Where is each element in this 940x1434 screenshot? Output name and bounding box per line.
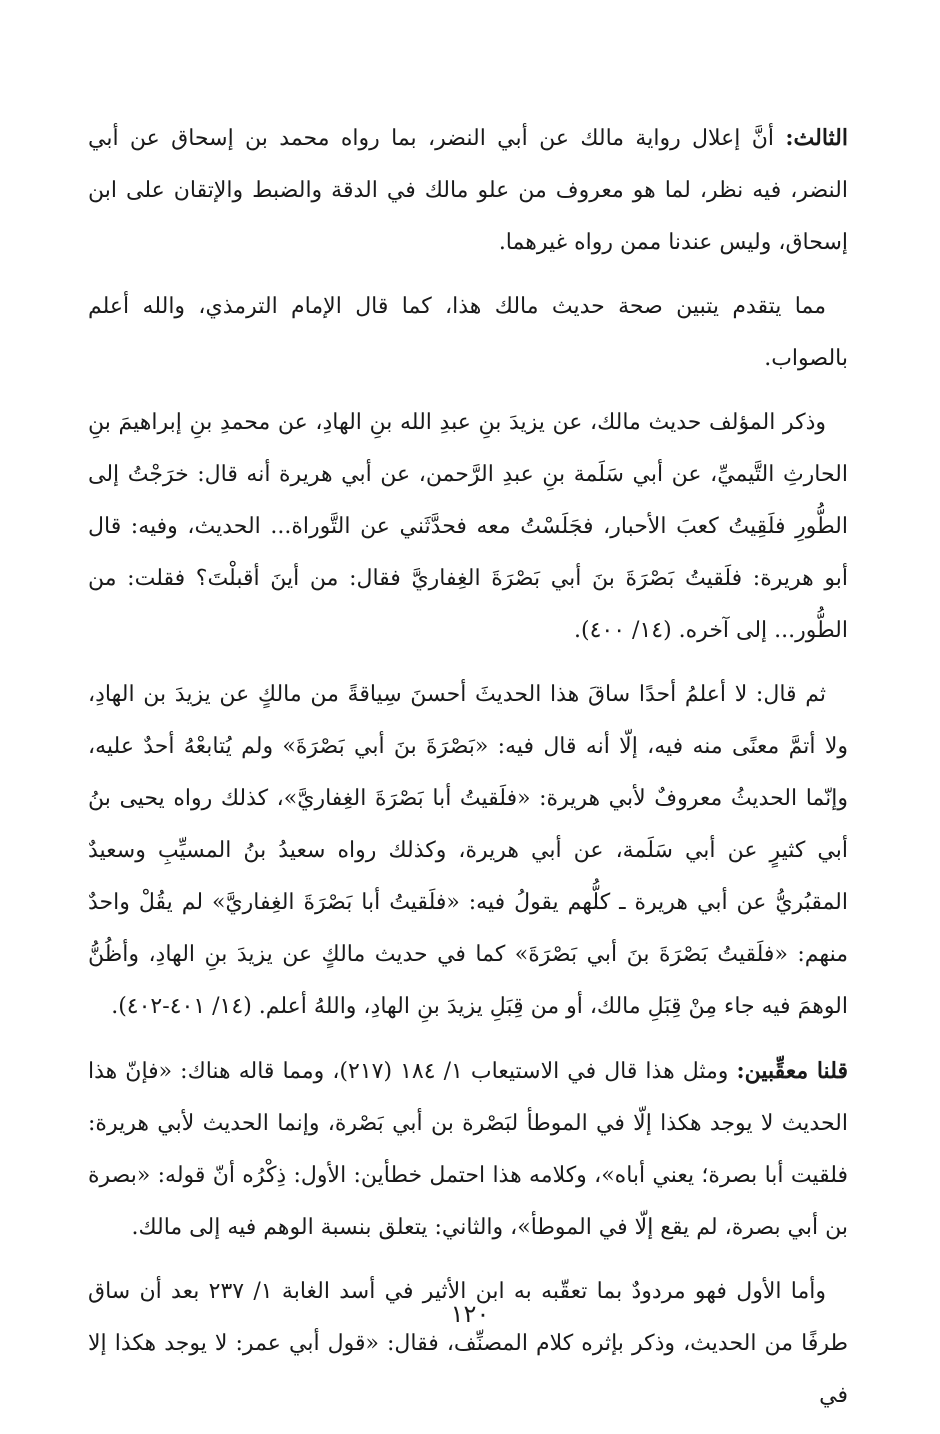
paragraph-lead: قلنا معقِّبين: — [736, 1058, 849, 1084]
paragraph-lead: الثالث: — [785, 125, 848, 151]
paragraph-editors-remark — [88, 1045, 848, 1254]
paragraph-text: مما يتقدم يتبين صحة حديث مالك هذا، كما قال الإمام الترمذي، والله أعلم بالصواب. — [88, 294, 848, 371]
paragraph-text: وأما الأول فهو مردودٌ بما تعقّبه به ابن الأثير في أسد الغابة ١/ ٢٣٧ بعد أن ساق طرفًا من الحديث، وذكر بإثره كلام المصنِّف، فقال: «قول أبي عمر: لا يوجد هكذا إلا في — [88, 1279, 848, 1408]
paragraph-hadith-mention — [88, 397, 848, 657]
body-text — [88, 112, 848, 1434]
paragraph-text: وذكر المؤلف حديث مالك، عن يزيدَ بنِ عبدِ الله بنِ الهادِ، عن محمدِ بنِ إبراهيمَ بنِ الحارثِ التَّيميِّ، عن أبي سَلَمة بنِ عبدِ الرَّحمن، عن أبي هريرة أنه قال: خرَجْتُ إلى الطُّورِ فلَقِيتُ كعبَ الأحبار، فجَلَسْتُ معه فحدَّثَني عن التَّوراة... الحديث، وفيه: قال أبو هريرة: فلَقيتُ بَصْرَةَ بنَ أبي بَصْرَةَ الغِفاريَّ فقال: من أينَ أقبلْتَ؟ فقلت: من الطُّور... إلى آخره. (١٤/ ٤٠٠). — [88, 410, 848, 643]
paragraph-text: ثم قال: لا أعلمُ أحدًا ساقَ هذا الحديثَ أحسنَ سِياقةً من مالكٍ عن يزيدَ بن الهادِ، ولا أتمَّ معنًى منه فيه، إلّا أنه قال فيه: «بَصْرَةَ بنَ أبي بَصْرَةَ» ولم يُتابعْهُ أحدٌ عليه، وإنّما الحديثُ معروفٌ لأبي هريرة: «فلَقيتُ أبا بَصْرَةَ الغِفاريَّ»، كذلك رواه يحيى بنُ أبي كثيرٍ عن أبي سَلَمة، عن أبي هريرة، وكذلك رواه سعيدُ بنُ المسيِّبِ وسعيدٌ المقبُريُّ عن أبي هريرة ـ كلُّهم يقولُ فيه: «فلَقيتُ أبا بَصْرَةَ الغِفاريَّ» لم يقُلْ واحدٌ منهم: «فلَقيتُ بَصْرَةَ بنَ أبي بَصْرَةَ» كما في حديث مالكٍ عن يزيدَ بنِ الهادِ، وأظُنُّ الوهمَ فيه جاء مِنْ قِبَلِ مالك، أو من قِبَلِ يزيدَ بنِ الهادِ، واللهُ أعلم. (١٤/ ٤٠١-٤٠٢). — [88, 682, 848, 1019]
paragraph-conclusion — [88, 281, 848, 385]
paragraph-first-rebuttal — [88, 1266, 848, 1422]
paragraph-author-comment — [88, 669, 848, 1033]
paragraph-text: ومثل هذا قال في الاستيعاب ١/ ١٨٤ (٢١٧)، ومما قاله هناك: «فإنّ هذا الحديث لا يوجد هكذا إلّا في الموطأ لبَصْرة بن أبي بَصْرة، وإنما الحديث لأبي هريرة: فلقيت أبا بصرة؛ يعني أباه»، وكلامه هذا احتمل خطأين: الأول: ذِكْرُه أنّ قوله: «بصرة بن أبي بصرة، لم يقع إلّا في الموطأ»، والثاني: يتعلق بنسبة الوهم فيه إلى مالك. — [88, 1059, 848, 1240]
page-number: ١٢٠ — [450, 1300, 490, 1328]
paragraph-text: أنَّ إعلال رواية مالك عن أبي النضر، بما رواه محمد بن إسحاق عن أبي النضر، فيه نظر، لما هو معروف من علو مالك في الدقة والضبط والإتقان على ابن إسحاق، وليس عندنا ممن رواه غيرهما. — [88, 126, 848, 255]
paragraph-third-point — [88, 112, 848, 269]
